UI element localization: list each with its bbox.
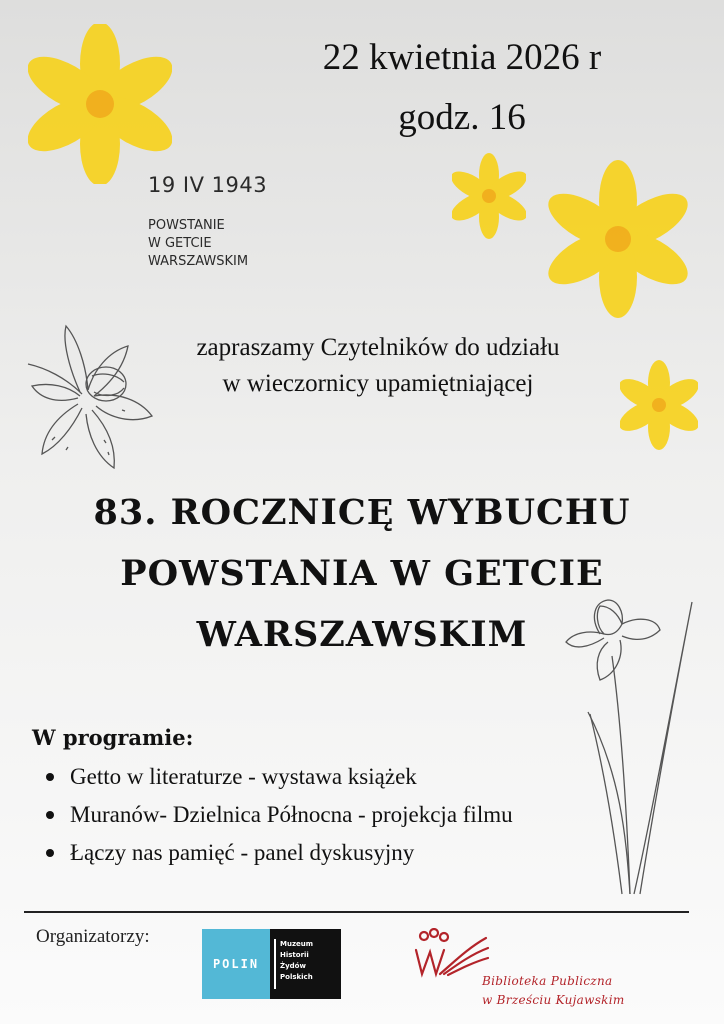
- headline-line-2: POWSTANIA W GETCIE: [120, 553, 604, 594]
- headline-line-3: WARSZAWSKIM: [196, 614, 528, 655]
- organizers-label: Organizatorzy:: [36, 926, 150, 947]
- program-list: [44, 758, 513, 872]
- badge-line: POWSTANIE: [148, 218, 225, 233]
- list-item: [44, 758, 513, 796]
- daffodil-large-topleft-icon: [28, 24, 172, 184]
- list-item: [44, 796, 513, 834]
- polin-logo: [202, 929, 341, 999]
- program-title: W programie:: [32, 725, 194, 750]
- bullet-icon: [46, 811, 54, 819]
- bullet-icon: [46, 773, 54, 781]
- badge-date: 19 IV 1943: [148, 173, 268, 197]
- library-name-line: Biblioteka Publiczna: [482, 974, 613, 988]
- polin-name-line: Muzeum: [280, 940, 314, 948]
- polin-name-line: Polskich: [280, 973, 313, 981]
- list-item: [44, 834, 513, 872]
- headline-line-1: 83. ROCZNICĘ WYBUCHU: [93, 492, 631, 533]
- badge-line: W GETCIE: [148, 236, 212, 251]
- bullet-icon: [46, 849, 54, 857]
- program-item-text: Muranów- Dzielnica Północna - projekcja filmu: [70, 802, 513, 827]
- event-time: godz. 16: [398, 97, 526, 138]
- invite-line-1: zapraszamy Czytelników do udziału: [196, 334, 560, 361]
- polin-name-line: Historii: [280, 951, 309, 959]
- polin-name-line: Żydów: [280, 962, 306, 970]
- daffodil-medium-right-icon: [548, 160, 688, 318]
- polin-mark: POLIN: [202, 929, 270, 999]
- invite-line-2: w wieczornicy upamiętniającej: [222, 370, 534, 397]
- event-date: 22 kwietnia 2026 r: [322, 37, 602, 78]
- library-logo-icon: [410, 928, 490, 980]
- divider: [24, 911, 689, 913]
- library-name-line: w Brześciu Kujawskim: [482, 993, 625, 1007]
- polin-name: [270, 929, 341, 999]
- library-name: [482, 972, 625, 1010]
- program-item-text: Łączy nas pamięć - panel dyskusyjny: [70, 840, 415, 865]
- badge-line: WARSZAWSKIM: [148, 254, 249, 269]
- program-item-text: Getto w literaturze - wystawa książek: [70, 764, 417, 789]
- daffodil-small-icon: [452, 152, 526, 240]
- badge-caption: [148, 217, 248, 271]
